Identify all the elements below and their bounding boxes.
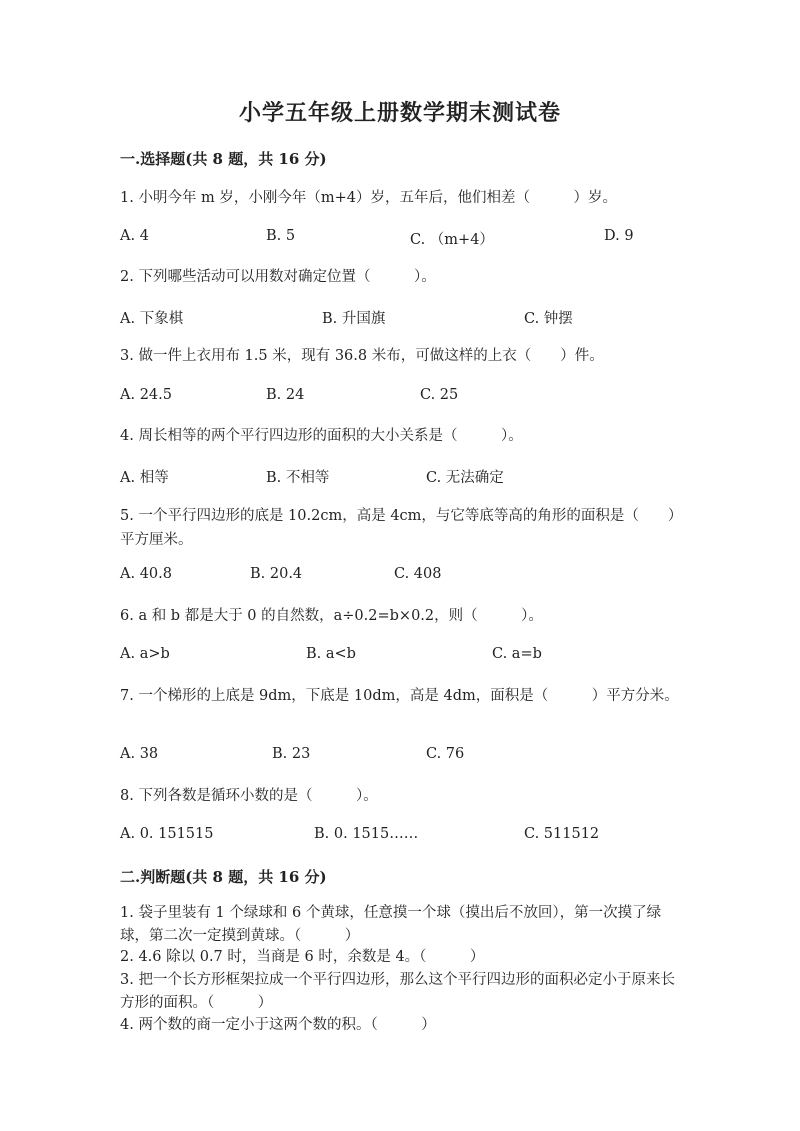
- option-c: C. （m+4）: [410, 232, 494, 248]
- question-2: 2. 下列哪些活动可以用数对确定位置（ ）。: [120, 269, 436, 285]
- question-3: 3. 做一件上衣用布 1.5 米，现有 36.8 米布，可做这样的上衣（ ）件。: [120, 348, 604, 364]
- option-a: A. 0. 151515: [120, 826, 214, 842]
- option-a: A. 下象棋: [120, 311, 184, 327]
- question-6-options: [120, 646, 680, 668]
- question-4-options: [120, 466, 680, 488]
- judgment-item-3: 3. 把一个长方形框架拉成一个平行四边形，那么这个平行四边形的面积必定小于原来长方形的面积。（ ）: [120, 972, 675, 1011]
- option-d: D. 9: [604, 228, 634, 244]
- question-7-options: [120, 746, 680, 768]
- judgment-item-4: 4. 两个数的商一定小于这两个数的积。（ ）: [120, 1017, 436, 1033]
- option-c: C. 钟摆: [524, 311, 573, 327]
- question-1-options: [120, 228, 680, 250]
- option-b: B. 23: [272, 746, 311, 762]
- question-1: 1. 小明今年 m 岁，小刚今年（m+4）岁，五年后，他们相差（ ）岁。: [120, 190, 618, 206]
- judgment-item-2: 2. 4.6 除以 0.7 时，当商是 6 时，余数是 4。（ ）: [120, 949, 485, 965]
- option-b: B. 不相等: [266, 470, 330, 486]
- question-6: 6. a 和 b 都是大于 0 的自然数，a÷0.2=b×0.2，则（ ）。: [120, 608, 543, 624]
- question-2-options: [120, 307, 680, 329]
- option-c: C. a=b: [492, 646, 542, 662]
- section-heading-choice: 一.选择题(共 8 题，共 16 分): [120, 150, 327, 168]
- option-b: B. a<b: [306, 646, 356, 662]
- option-a: A. 相等: [120, 470, 169, 486]
- question-8: 8. 下列各数是循环小数的是（ ）。: [120, 788, 378, 804]
- option-a: A. a>b: [120, 646, 170, 662]
- question-5-options: [120, 566, 680, 588]
- option-b: B. 20.4: [250, 566, 303, 582]
- option-c: C. 511512: [524, 826, 600, 842]
- option-c: C. 408: [394, 566, 442, 582]
- option-b: B. 5: [266, 228, 296, 244]
- question-7: 7. 一个梯形的上底是 9dm，下底是 10dm，高是 4dm，面积是（ ）平方分米。: [120, 688, 679, 704]
- section-heading-true-false: 二.判断题(共 8 题，共 16 分): [120, 868, 327, 886]
- option-b: B. 24: [266, 387, 305, 403]
- option-c: C. 25: [420, 387, 459, 403]
- judgment-item-1: 1. 袋子里装有 1 个绿球和 6 个黄球，任意摸一个球（摸出后不放回），第一次摸了绿球，第二次一定摸到黄球。（ ）: [120, 905, 662, 944]
- option-a: A. 40.8: [120, 566, 172, 582]
- option-b: B. 升国旗: [322, 311, 386, 327]
- question-5: 5. 一个平行四边形的底是 10.2cm，高是 4cm，与它等底等高的角形的面积是（ ）平方厘米。: [120, 508, 676, 548]
- option-a: A. 38: [120, 746, 159, 762]
- option-a: A. 4: [120, 228, 149, 244]
- option-c: C. 无法确定: [426, 470, 504, 486]
- page-title: 小学五年级上册数学期末测试卷: [238, 100, 561, 126]
- option-c: C. 76: [426, 746, 465, 762]
- question-3-options: [120, 387, 680, 409]
- question-4: 4. 周长相等的两个平行四边形的面积的大小关系是（ ）。: [120, 428, 523, 444]
- option-a: A. 24.5: [120, 387, 172, 403]
- question-8-options: [120, 826, 680, 848]
- option-b: B. 0. 1515……: [314, 826, 419, 842]
